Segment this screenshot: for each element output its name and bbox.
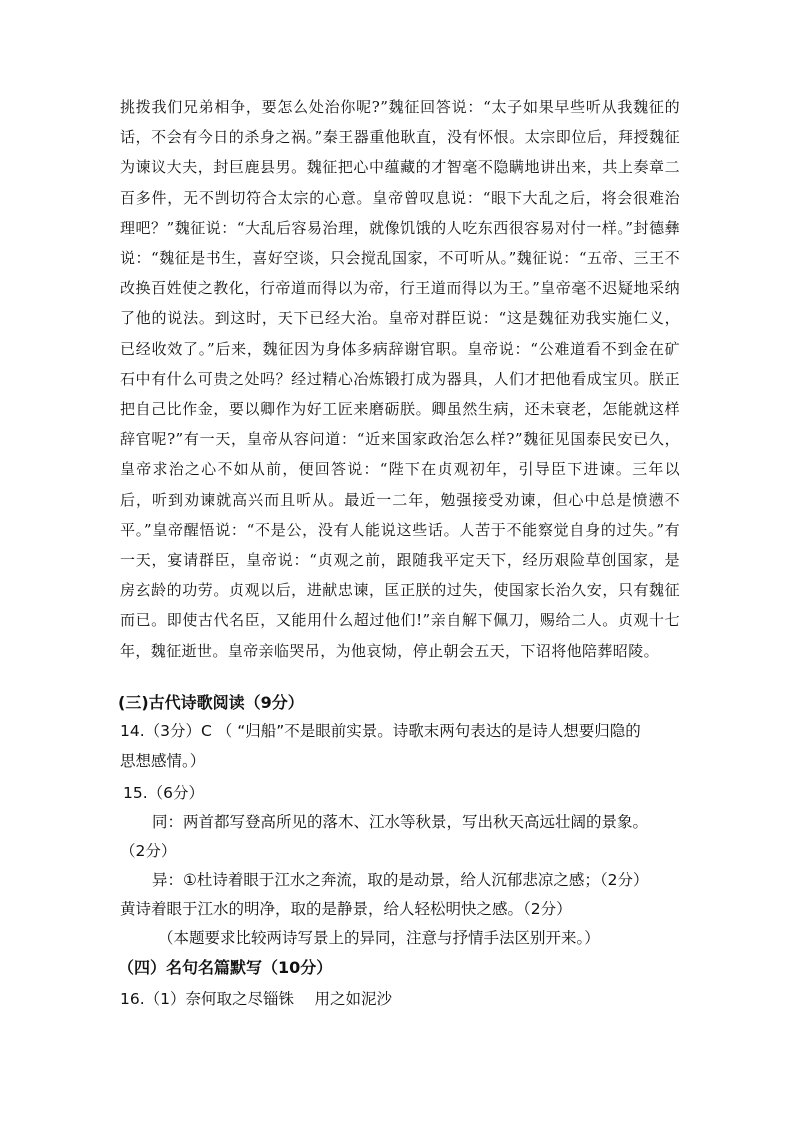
section-3-heading: (三)古代诗歌阅读（9分）: [118, 693, 304, 712]
translation-passage: [120, 92, 680, 666]
q15-same-1: 同：两首都写登高所见的落木、江水等秋景，写出秋天高远壮阔的景象。: [152, 813, 649, 831]
q15-same-2: （2分）: [120, 842, 177, 860]
q15-label: 15.（6分）: [123, 784, 205, 802]
q15-diff-1: 异：①杜诗着眼于江水之奔流，取的是动景，给人沉郁悲凉之感；（2分）: [152, 871, 649, 889]
q14-answer: 14.（3分）C （ “归船”不是眼前实景。诗歌末两句表达的是诗人想要归隐的: [120, 722, 641, 740]
q15-diff-2: 黄诗着眼于江水的明净，取的是静景，给人轻松明快之感。（2分）: [120, 900, 572, 918]
q16-answer: 16.（1）奈何取之尽锱铢 用之如泥沙: [120, 990, 392, 1008]
section-4-heading: （四）名句名篇默写（10分）: [118, 958, 333, 977]
q15-note: （本题要求比较两诗写景上的异同，注意与抒情手法区别开来。）: [158, 929, 600, 947]
passage-text: 挑拨我们兄弟相争，要怎么处治你呢?”魏征回答说：“太子如果早些听从我魏征的话，不会有今日的杀身之祸。”秦王器重他耿直，没有怀恨。太宗即位后，拜授魏征为谏议大夫，封巨鹿县男。魏征把心中蕴藏的才智毫不隐瞒地讲出来，共上奏章二百多件，无不剀切符合太宗的心意。皇帝曾叹息说：“眼下大乱之后，将会很难治理吧？”魏征说：“大乱后容易治理，就像饥饿的人吃东西很容易对付一样。”封德彝说：“魏征是书生，喜好空谈，只会搅乱国家，不可听从。”魏征说：“五帝、三王不改换百姓使之教化，行帝道而得以为帝，行王道而得以为王。”皇帝毫不迟疑地采纳了他的说法。到这时，天下已经大治。皇帝对群臣说：“这是魏征劝我实施仁义，已经收效了。”后来，魏征因为身体多病辞谢官职。皇帝说：“公难道看不到金在矿石中有什么可贵之处吗？经过精心冶炼锻打成为器具，人们才把他看成宝贝。朕正把自己比作金，要以卿作为好工匠来磨砺朕。卿虽然生病，还未衰老，怎能就这样辞官呢?”有一天，皇帝从容问道：“近来国家政治怎么样?”魏征见国泰民安已久，皇帝求治之心不如从前，便回答说：“陛下在贞观初年，引导臣下进谏。三年以后，听到劝谏就高兴而且听从。最近一二年，勉强接受劝谏，但心中总是愤懑不平。”皇帝醒悟说：“不是公，没有人能说这些话。人苦于不能察觉自身的过失。”有一天，宴请群臣，皇帝说：“贞观之前，跟随我平定天下，经历艰险草创国家，是房玄龄的功劳。贞观以后，进献忠谏，匡正朕的过失，使国家长治久安，只有魏征而已。即使古代名臣，又能用什么超过他们!”亲自解下佩刀，赐给二人。贞观十七年，魏征逝世。皇帝亲临哭吊，为他哀恸，停止朝会五天，下诏将他陪葬昭陵。: [120, 98, 680, 660]
q14-answer-cont: 思想感情。）: [120, 752, 206, 770]
